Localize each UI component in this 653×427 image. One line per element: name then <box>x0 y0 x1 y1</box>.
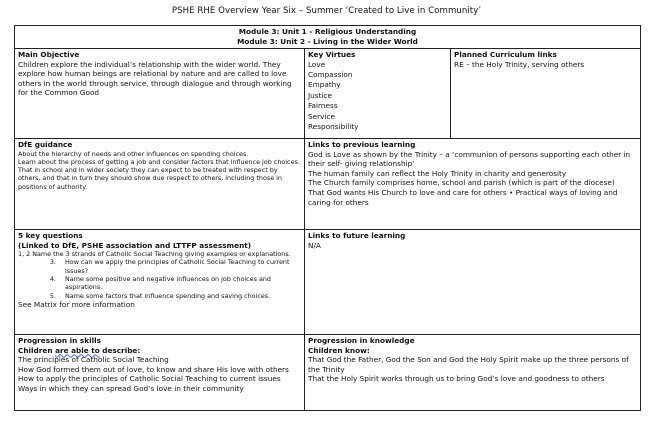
key-virtues-cell <box>305 49 451 139</box>
overview-table <box>14 25 641 411</box>
key-question-item: 3. How can we apply the principles of Catholic Social Teaching to current issues? <box>58 258 301 275</box>
curriculum-links-heading: Planned Curriculum links <box>454 50 557 59</box>
dfe-guidance-heading: DfE guidance <box>18 140 73 149</box>
virtue-item: Compassion <box>308 70 353 79</box>
key-virtues-list <box>308 60 447 133</box>
curriculum-links-cell <box>451 49 641 139</box>
progression-knowledge-heading: Progression in knowledge <box>308 336 415 345</box>
progression-knowledge-cell <box>305 335 641 411</box>
skill-line: How God formed them out of love, to know and share His love with others <box>18 364 289 374</box>
progression-skills-cell <box>15 335 305 411</box>
objective-row <box>15 49 641 139</box>
dfe-guidance-paragraph: About the hierarchy of needs and other influences on spending choices. <box>18 149 249 158</box>
skills-sub-end: describe: <box>99 345 141 355</box>
virtue-item: Service <box>308 111 335 121</box>
links-previous-cell <box>305 139 641 230</box>
links-future-heading: Links to future learning <box>308 231 406 240</box>
key-questions-heading: 5 key questions <box>18 231 83 240</box>
virtue-item: Responsibility <box>308 122 359 132</box>
links-previous-paragraph: The human family can reflect the Holy Trinity in charity and generosity <box>308 168 567 178</box>
progression-knowledge-subheading: Children know: <box>308 345 370 355</box>
key-questions-footer: See Matrix for more information <box>18 299 135 309</box>
document-title: PSHE RHE Overview Year Six – Summer ‘Created to Live in Community’ <box>171 6 482 16</box>
links-previous-heading: Links to previous learning <box>308 140 416 149</box>
links-previous-paragraph: The Church family comprises home, school and parish (which is part of the diocese) <box>308 178 615 188</box>
skill-line: The principles of Catholic Social Teaching <box>18 355 169 365</box>
skills-sub-squiggle: are able to <box>55 345 100 355</box>
links-previous-paragraph: That God wants His Church to love and care for others • Practical ways of loving and caring for others <box>308 187 618 207</box>
dfe-guidance-paragraph: Learn about the process of getting a job and consider factors that influence job choices. <box>18 157 300 166</box>
main-objective-text: Children explore the individual’s relationship with the wider world. They explore how human beings are relational by nature and are called to love others in the world through service, through dialogue and through working for the Common Good <box>18 59 292 98</box>
links-future-text: N/A <box>308 240 321 250</box>
dfe-guidance-body <box>18 150 301 191</box>
links-future-cell <box>305 230 641 335</box>
links-previous-paragraph: God is Love as shown by the Trinity – a ‘communion of persons supporting each other in their self- giving relationship’ <box>308 149 631 169</box>
knowledge-paragraph: That the Holy Spirit works through us to bring God’s love and goodness to others <box>308 374 605 384</box>
virtue-item: Love <box>308 59 326 69</box>
virtue-item: Justice <box>308 90 332 100</box>
progression-row <box>15 335 641 411</box>
skills-sub-start: Children <box>18 345 56 355</box>
main-objective-heading: Main Objective <box>18 50 80 59</box>
virtue-item: Empathy <box>308 80 341 90</box>
key-question-item: 4. Name some positive and negative influences on job choices and aspirations. <box>58 275 301 292</box>
curriculum-links-text: RE – the Holy Trinity, serving others <box>454 59 585 69</box>
skill-line: How to apply the principles of Catholic Social Teaching to current issues <box>18 374 281 384</box>
key-question-item: 5. Name some factors that influence spending and saving choices. <box>58 292 301 300</box>
skill-line: Ways in which they can spread God’s love in their community <box>18 383 244 393</box>
module-row <box>15 26 641 49</box>
progression-skills-subheading <box>18 346 301 356</box>
dfe-guidance-paragraph: That in school and in wider society they can expect to be treated with respect by others, and that in turn they should show due respect to others, including those in positions of authority. <box>18 166 282 191</box>
knowledge-paragraph: That God the Father, God the Son and God the Holy Spirit make up the three persons of the Trinity <box>308 355 629 374</box>
main-objective-cell <box>15 49 305 139</box>
key-questions-intro: 1, 2 Name the 3 strands of Catholic Social Teaching giving examples or explanations. <box>18 250 291 259</box>
module-line-1: Module 3: Unit 1 - Religious Understanding <box>238 27 417 36</box>
module-line-2: Module 3: Unit 2 - Living in the Wider World <box>237 36 418 46</box>
progression-skills-heading: Progression in skills <box>18 336 101 345</box>
dfe-guidance-cell <box>15 139 305 230</box>
virtue-item: Fairness <box>308 101 338 111</box>
key-questions-list <box>18 258 301 299</box>
key-questions-subheading: (Linked to DfE, PSHE association and LTTFP assessment) <box>18 240 252 250</box>
guidance-row <box>15 139 641 230</box>
questions-row <box>15 230 641 335</box>
key-questions-cell <box>15 230 305 335</box>
module-header-cell <box>15 26 641 49</box>
key-virtues-heading: Key Virtues <box>308 50 356 59</box>
